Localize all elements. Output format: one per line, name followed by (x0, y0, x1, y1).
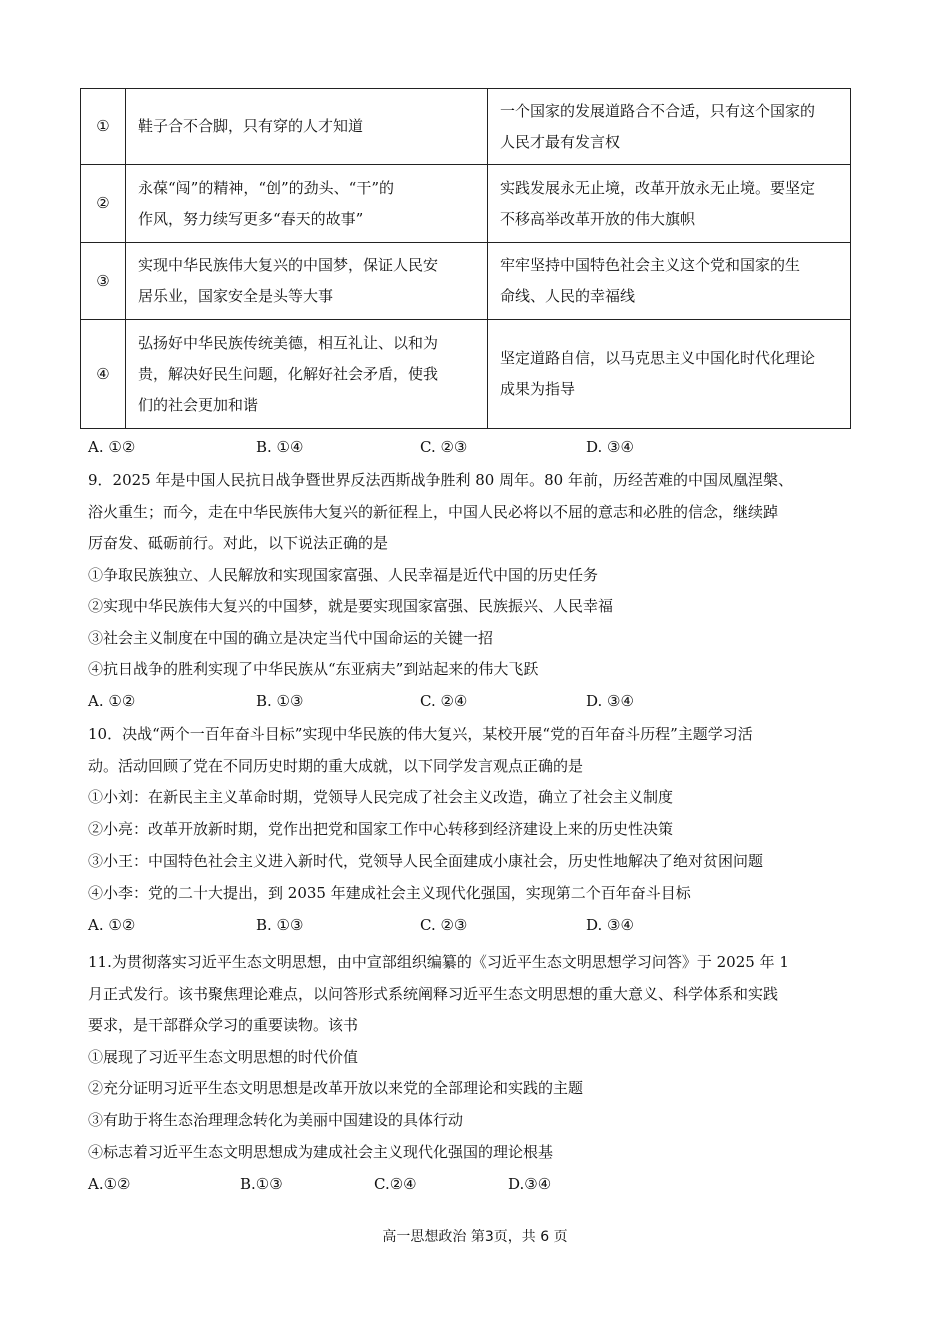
q9-stem-line: 浴火重生；而今，走在中华民族伟大复兴的新征程上，中国人民必将以不屈的意志和必胜的信念，继续踔 (88, 503, 779, 521)
q11-item: ④标志着习近平生态文明思想成为建成社会主义现代化强国的理论根基 (88, 1143, 554, 1161)
q10-item: ③小王：中国特色社会主义进入新时代，党领导人民全面建成小康社会，历史性地解决了绝对贫困问题 (88, 852, 764, 870)
row-right-cell: 一个国家的发展道路合不合适，只有这个国家的 人民才最有发言权 (488, 89, 851, 165)
q10-item: ④小李：党的二十大提出，到 2035 年建成社会主义现代化强国，实现第二个百年奋斗目标 (88, 884, 691, 902)
options-table (80, 88, 851, 429)
q11-item: ③有助于将生态治理理念转化为美丽中国建设的具体行动 (88, 1111, 464, 1129)
table-row (81, 89, 851, 165)
q11-stem-line: 要求，是干部群众学习的重要读物。该书 (88, 1016, 359, 1034)
q10-choices (88, 915, 788, 935)
row-number: ② (81, 165, 126, 243)
q9-item: ③社会主义制度在中国的确立是决定当代中国命运的关键一招 (88, 629, 494, 647)
choice-c[interactable]: C. ②④ (420, 692, 468, 710)
row-number: ① (81, 89, 126, 165)
choice-d[interactable]: D.③④ (508, 1175, 552, 1193)
q9-item: ④抗日战争的胜利实现了中华民族从“东亚病夫”到站起来的伟大飞跃 (88, 660, 539, 678)
table-row (81, 320, 851, 429)
page-footer: 高一思想政治 第3页，共 6 页 (382, 1229, 568, 1245)
choice-c[interactable]: C.②④ (374, 1175, 417, 1193)
choice-a[interactable]: A. ①② (88, 916, 136, 934)
choice-b[interactable]: B. ①④ (256, 438, 304, 456)
choice-c[interactable]: C. ②③ (420, 438, 468, 456)
q11-stem-line: 11.为贯彻落实习近平生态文明思想，由中宣部组织编纂的《习近平生态文明思想学习问答》于 2025 年 1 (88, 953, 789, 971)
q11-stem-line: 月正式发行。该书聚焦理论难点，以问答形式系统阐释习近平生态文明思想的重大意义、科学体系和实践 (88, 985, 779, 1003)
choice-b[interactable]: B.①③ (240, 1175, 283, 1193)
q9-item: ②实现中华民族伟大复兴的中国梦，就是要实现国家富强、民族振兴、人民幸福 (88, 597, 614, 615)
row-number: ④ (81, 320, 126, 429)
row-right-cell: 牢牢坚持中国特色社会主义这个党和国家的生 命线、人民的幸福线 (488, 243, 851, 320)
choice-d[interactable]: D. ③④ (586, 916, 634, 934)
choice-b[interactable]: B. ①③ (256, 692, 304, 710)
row-left-cell: 弘扬好中华民族传统美德，相互礼让、以和为 贵，解决好民生问题，化解好社会矛盾，使我 们的社会更加和谐 (126, 320, 488, 429)
q10-stem-line: 动。活动回顾了党在不同历史时期的重大成就，以下同学发言观点正确的是 (88, 757, 584, 775)
table-row (81, 243, 851, 320)
choice-d[interactable]: D. ③④ (586, 692, 634, 710)
q10-stem-line: 10．决战“两个一百年奋斗目标”实现中华民族的伟大复兴，某校开展“党的百年奋斗历程”主题学习活 (88, 725, 753, 743)
q9-choices (88, 691, 788, 711)
q11-item: ②充分证明习近平生态文明思想是改革开放以来党的全部理论和实践的主题 (88, 1079, 584, 1097)
choice-b[interactable]: B. ①③ (256, 916, 304, 934)
q9-item: ①争取民族独立、人民解放和实现国家富强、人民幸福是近代中国的历史任务 (88, 566, 599, 584)
choice-d[interactable]: D. ③④ (586, 438, 634, 456)
table-row (81, 165, 851, 243)
row-right-cell: 坚定道路自信，以马克思主义中国化时代化理论 成果为指导 (488, 320, 851, 429)
row-left-cell: 实现中华民族伟大复兴的中国梦，保证人民安 居乐业，国家安全是头等大事 (126, 243, 488, 320)
q8-choices (88, 437, 788, 457)
choice-a[interactable]: A. ①② (88, 692, 136, 710)
choice-c[interactable]: C. ②③ (420, 916, 468, 934)
row-number: ③ (81, 243, 126, 320)
q11-item: ①展现了习近平生态文明思想的时代价值 (88, 1048, 359, 1066)
q9-stem-line: 9．2025 年是中国人民抗日战争暨世界反法西斯战争胜利 80 周年。80 年前，历经苦难的中国凤凰涅槃、 (88, 471, 793, 489)
choice-a[interactable]: A.①② (88, 1175, 131, 1193)
q10-item: ①小刘：在新民主主义革命时期，党领导人民完成了社会主义改造，确立了社会主义制度 (88, 788, 674, 806)
row-left-cell: 鞋子合不合脚，只有穿的人才知道 (126, 89, 488, 165)
q10-item: ②小亮：改革开放新时期，党作出把党和国家工作中心转移到经济建设上来的历史性决策 (88, 820, 674, 838)
q11-choices (88, 1174, 788, 1194)
row-right-cell: 实践发展永无止境，改革开放永无止境。要坚定 不移高举改革开放的伟大旗帜 (488, 165, 851, 243)
q9-stem-line: 厉奋发、砥砺前行。对此，以下说法正确的是 (88, 534, 389, 552)
choice-a[interactable]: A. ①② (88, 438, 136, 456)
row-left-cell: 永葆“闯”的精神，“创”的劲头、“干”的 作风，努力续写更多“春天的故事” (126, 165, 488, 243)
